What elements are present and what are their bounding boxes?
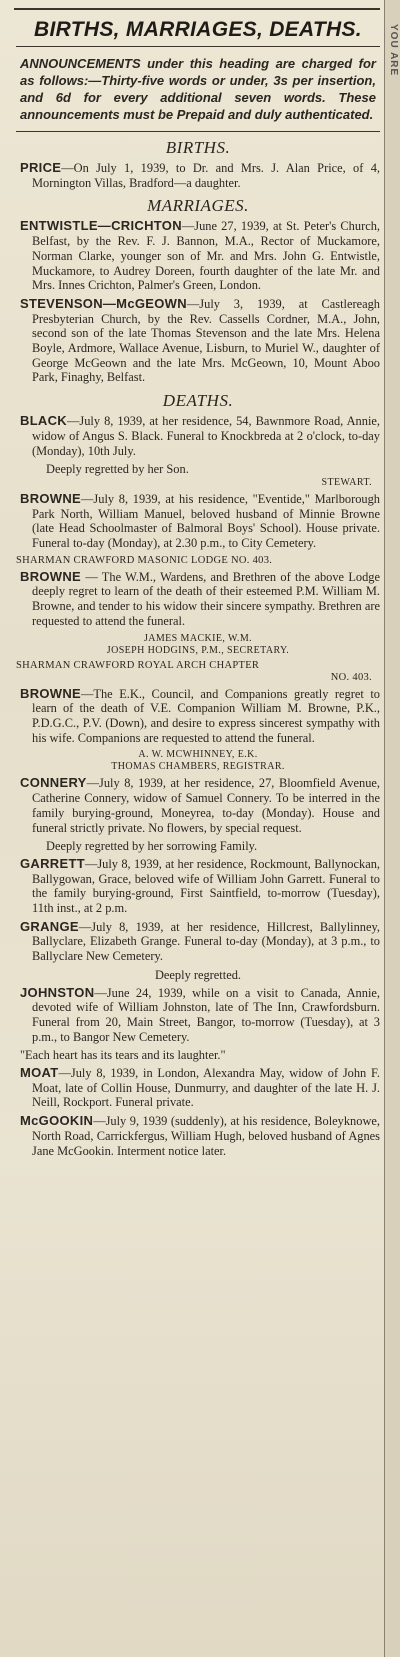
signature: A. W. MCWHINNEY, E.K. — [138, 749, 258, 761]
birth-entry-price — [20, 161, 380, 190]
entry-text: —July 8, 1939, at her residence, 54, Bawnmore Road, Annie, widow of Angus S. Black. Funeral to Knockbreda at 2 o'clock, to-day (Monday), 10th July. — [32, 414, 380, 458]
death-entry-moat — [20, 1066, 380, 1110]
signature: JOSEPH HODGINS, P.M., SECRETARY. — [106, 644, 290, 656]
entry-name: CONNERY — [20, 775, 87, 791]
adjacent-column-edge — [384, 0, 400, 1657]
entry-name: BROWNE — [20, 568, 82, 584]
entry-text: —July 8, 1939, at her residence, Rockmount, Ballynockan, Ballygowan, Grace, beloved wife of William John Garrett. Funeral to the family burying-ground, First Saintfield, to-morrow (Tuesday), 11th inst., at 2 p.m. — [32, 856, 380, 916]
death-entry-garrett — [20, 857, 380, 916]
entry-name: JOHNSTON — [20, 984, 95, 1000]
death-entry-browne-lodge — [20, 570, 380, 629]
entry-text: —July 8, 1939, at her residence, 27, Bloomfield Avenue, Catherine Connery, widow of Samuel Connery. To be interred in the family burying-ground, Moneyrea, to-day (Monday). House and funeral strictly private. No flowers, by special request. — [32, 776, 380, 835]
entry-text: —June 27, 1939, at St. Peter's Church, Belfast, by the Rev. F. J. Bannon, M.A., Rector of Muckamore, Norman Clarke, younger son of Mr. and Mrs. John G. Entwistle, Muckamore, to Audrey Doreen, fourth daughter of the late Mr. and Mrs. Innes Crichton, Palmer's Green, London. — [32, 219, 380, 293]
regret-line: Deeply regretted by her sorrowing Family. — [46, 839, 258, 854]
entry-name: MOAT — [20, 1065, 59, 1081]
entry-name: BROWNE — [20, 685, 82, 701]
death-entry-browne-chapter — [20, 687, 380, 746]
regret-line: Deeply regretted by her Son. — [46, 462, 189, 477]
page-title: BIRTHS, MARRIAGES, DEATHS. — [34, 18, 362, 41]
entry-text: —The E.K., Council, and Companions greatly regret to learn of the death of V.E. Companion William M. Browne, P.K., P.D.G.C., P.V. (Down), and desire to express sincerest sympathy with his wife. Companions are requested to attend the funeral. — [32, 686, 380, 745]
entry-text: —July 8, 1939, at her residence, Hillcrest, Ballylinney, Ballyclare, Elizabeth Grange. Funeral to-day (Monday), at 3 p.m., to Ballyclare New Cemetery. — [32, 919, 380, 964]
lodge-title: SHARMAN CRAWFORD MASONIC LODGE NO. 403. — [16, 554, 273, 566]
entry-text: —July 9, 1939 (suddenly), at his residence, Boleyknowe, North Road, Carrickfergus, William Hugh, beloved husband of Agnes Jane McGookin. Interment notice later. — [32, 1114, 380, 1158]
entry-text: —July 8, 1939, in London, Alexandra May, widow of John F. Moat, late of Collin House, Dunmurry, and daughter of the late H. J. Neill, Rockport. Funeral private. — [32, 1066, 380, 1110]
entry-text: —July 8, 1939, at his residence, "Eventide," Marlborough Park North, William Manuel, beloved husband of Minnie Browne (late Head Schoolmaster of Balmoral Boys' School). House private. Funeral to-day (Monday), at 2.30 p.m., to City Cemetery. — [32, 491, 380, 551]
entry-text: —June 24, 1939, while on a visit to Canada, Annie, devoted wife of William Johnston, late of The Inn, Crawfordsburn. Funeral from 20, Main Street, Bangor, to-morrow (Tuesday), at 3 p.m., to Bangor New Cemetery. — [32, 985, 380, 1044]
entry-name: STEVENSON—McGEOWN — [20, 295, 187, 311]
adjacent-column-text: YOU ARE — [388, 24, 399, 77]
entry-name: GRANGE — [20, 918, 79, 934]
signature: THOMAS CHAMBERS, REGISTRAR. — [111, 761, 285, 773]
deaths-heading: DEATHS. — [162, 391, 234, 411]
entry-text: —On July 1, 1939, to Dr. and Mrs. J. Alan Price, of 4, Mornington Villas, Bradford—a daughter. — [32, 161, 380, 190]
entry-text: — The W.M., Wardens, and Brethren of the above Lodge deeply regret to learn of the death of their esteemed P.M. William M. Browne, and tender to his widow their sincere sympathy. Brethren are requested to attend the funeral. — [32, 569, 380, 628]
signature: JAMES MACKIE, W.M. — [143, 632, 253, 644]
entry-name: ENTWISTLE—CRICHTON — [20, 218, 182, 234]
death-entry-black — [20, 414, 380, 458]
entry-name: PRICE — [20, 160, 62, 175]
death-entry-connery — [20, 776, 380, 835]
divider — [16, 46, 380, 47]
chapter-title: SHARMAN CRAWFORD ROYAL ARCH CHAPTER — [16, 659, 260, 671]
entry-name: GARRETT — [20, 855, 85, 871]
regret-line: Deeply regretted. — [154, 967, 241, 982]
death-entry-johnston — [20, 986, 380, 1045]
signature: STEWART. — [321, 476, 372, 488]
entry-name: BROWNE — [20, 490, 82, 506]
marriage-entry-stevenson — [20, 297, 380, 385]
rates-notice: ANNOUNCEMENTS under this heading are charged for as follows:—Thirty-five words or under, 3s per insertion, and 6d for every additional seven words. These announcements must be Prepaid and duly authenticated. — [20, 56, 376, 122]
top-rule — [14, 8, 380, 10]
marriages-heading: MARRIAGES. — [147, 196, 249, 216]
entry-name: BLACK — [20, 413, 67, 429]
death-entry-browne — [20, 492, 380, 551]
marriage-entry-entwistle — [20, 219, 380, 293]
death-entry-grange — [20, 920, 380, 964]
announcements-column — [16, 12, 380, 1162]
death-entry-mcgookin — [20, 1114, 380, 1158]
entry-text: —July 3, 1939, at Castlereagh Presbyterian Church, by the Rev. Cassells Cordner, M.A., John, second son of the late Thomas Stevenson and the late Mrs. Helena Boyle, Ardmore, Wallace Avenue, Lisburn, to Muriel W., daughter of George McGeown and the late Mrs. McGeown, 10, Mount Aboo Park, Finaghy, Belfast. — [32, 296, 380, 385]
divider — [16, 131, 380, 132]
births-heading: BIRTHS. — [165, 138, 231, 157]
entry-name: McGOOKIN — [20, 1113, 94, 1129]
chapter-number: NO. 403. — [330, 671, 372, 683]
quote-line: "Each heart has its tears and its laughter." — [20, 1048, 226, 1063]
